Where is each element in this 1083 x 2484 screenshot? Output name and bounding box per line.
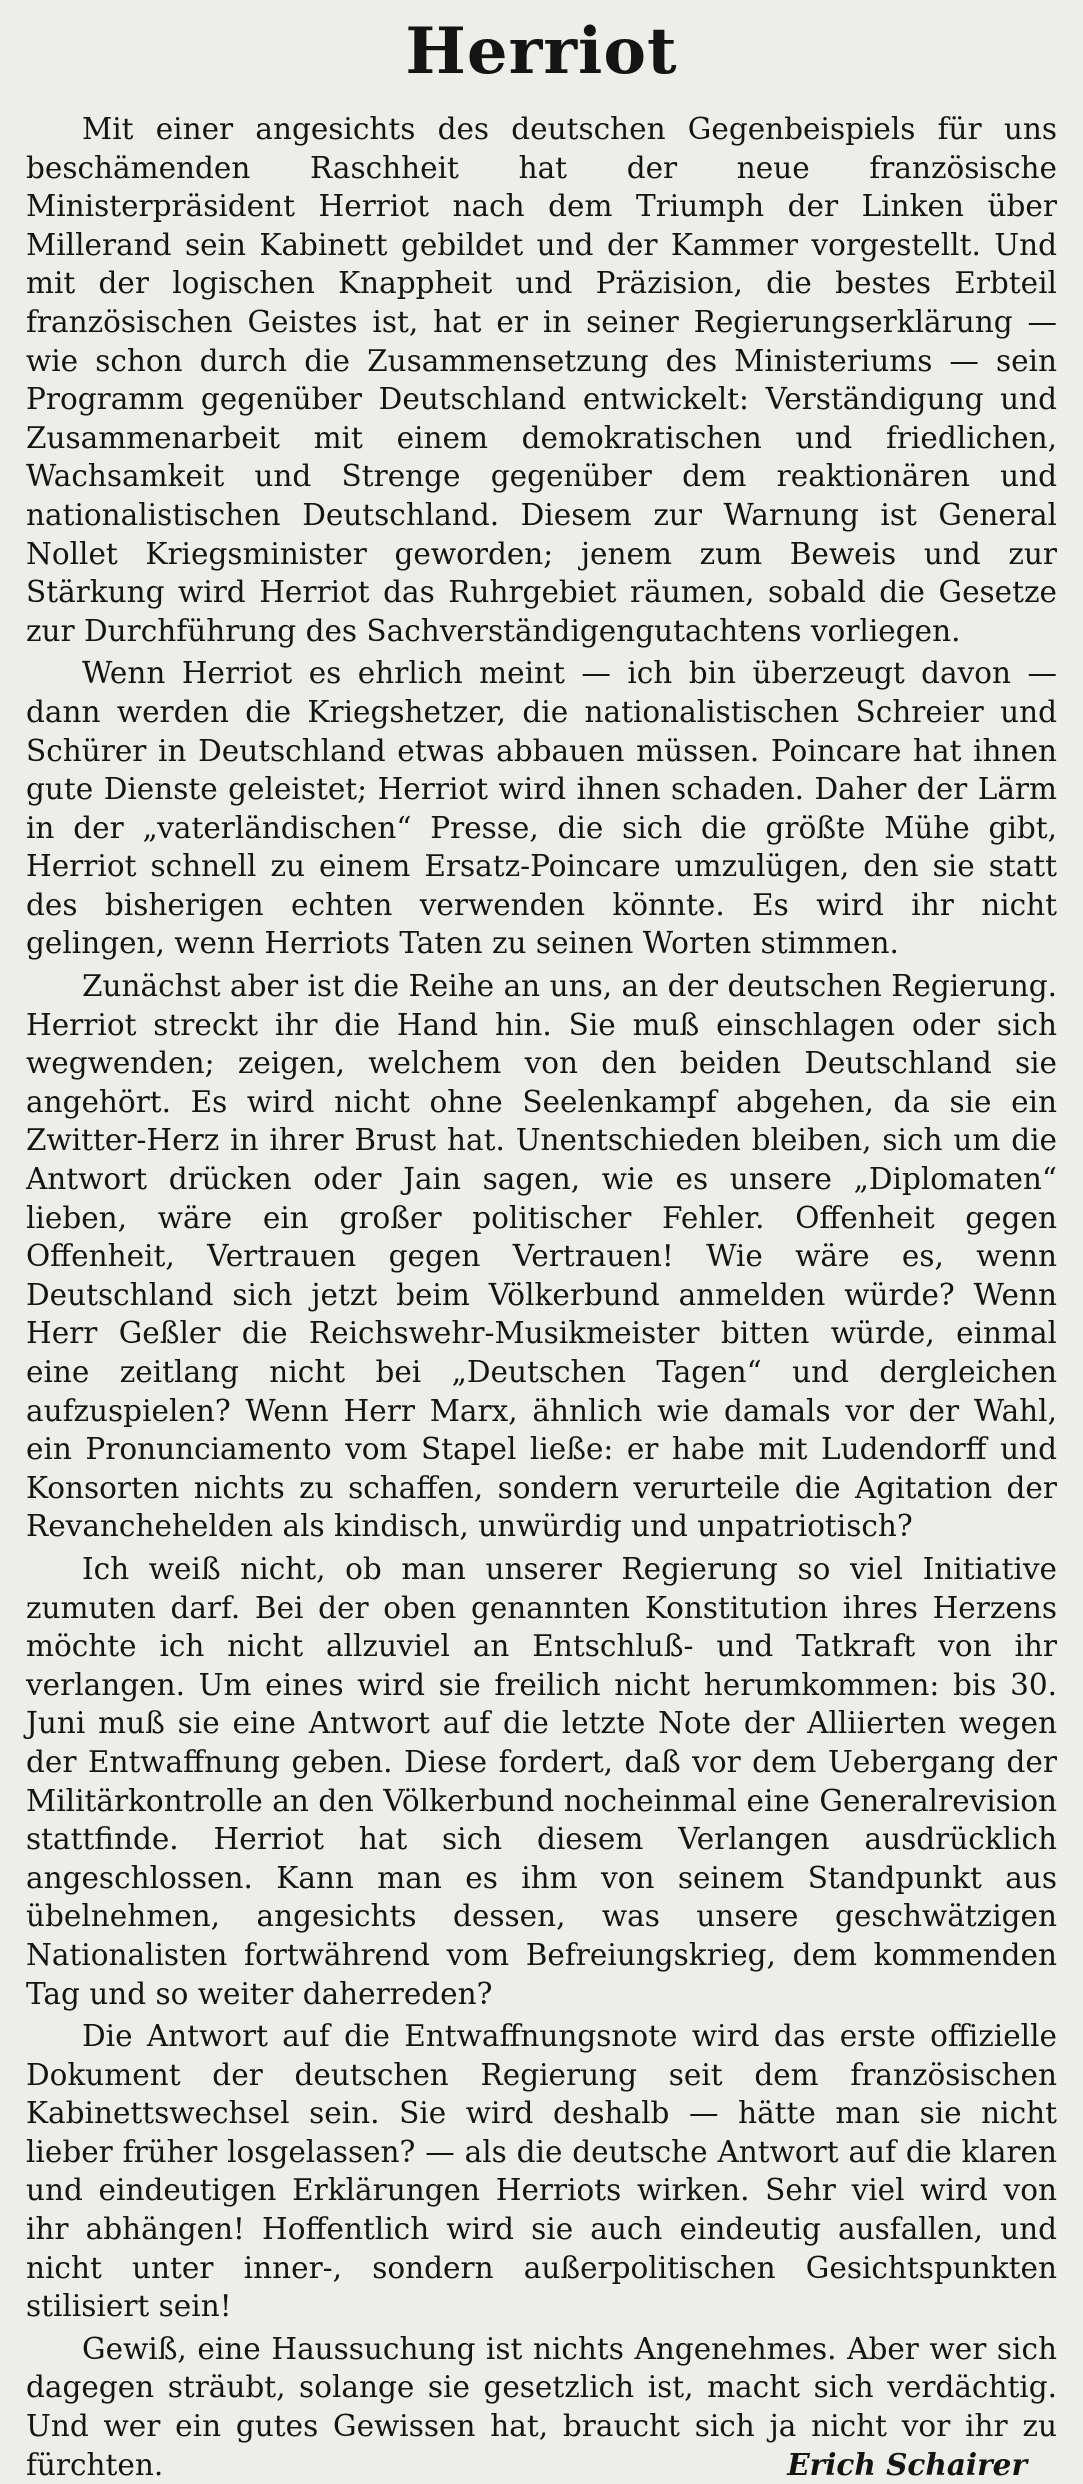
paragraph-5: Die Antwort auf die Entwaffnungsnote wird das erste offizielle Dokument der deutschen Regierung seit dem französischen Kabinettswechsel sein. Sie wird deshalb — hätte man sie nicht lieber früher losgelassen? — als die deutsche Antwort auf die klaren und eindeutigen Erklärungen Herriots wirken. Sehr viel wird von ihr abhängen! Hoffentlich wird sie auch eindeutig ausfallen, und nicht unter inner-, sondern außerpolitischen Gesichtspunkten stilisiert sein! [26,2019,1057,2324]
paragraph-2: Wenn Herriot es ehrlich meint — ich bin überzeugt davon — dann werden die Kriegshetzer, die nationalistischen Schreier und Schürer in Deutschland etwas abbauen müssen. Poincare hat ihnen gute Dienste geleistet; Herriot wird ihnen schaden. Daher der Lärm in der „vaterländischen“ Presse, die sich die größte Mühe gibt, Herriot schnell zu einem Ersatz-Poincare umzulügen, den sie statt des bisherigen echten verwenden könnte. Es wird ihr nicht gelingen, wenn Herriots Taten zu seinen Worten stimmen. [26,656,1057,961]
paragraph-3: Zunächst aber ist die Reihe an uns, an der deutschen Regierung. Herriot streckt ihr die Hand hin. Sie muß einschlagen oder sich wegwenden; zeigen, welchem von den beiden Deutschland sie angehört. Es wird nicht ohne Seelenkampf abgehen, da sie ein Zwitter-Herz in ihrer Brust hat. Unentschieden bleiben, sich um die Antwort drücken oder Jain sagen, wie es unsere „Diplomaten“ lieben, wäre ein großer politischer Fehler. Offenheit gegen Offenheit, Vertrauen gegen Vertrauen! Wie wäre es, wenn Deutschland sich jetzt beim Völkerbund anmelden würde? Wenn Herr Geßler die Reichswehr-Musikmeister bitten würde, einmal eine zeitlang nicht bei „Deutschen Tagen“ und dergleichen aufzuspielen? Wenn Herr Marx, ähnlich wie damals vor der Wahl, ein Pronunciamento vom Stapel ließe: er habe mit Ludendorff und Konsorten nichts zu schaffen, sondern verurteile die Agitation der Revanchehelden als kindisch, unwürdig und unpatriotisch? [26,969,1057,1544]
paragraph-1: Mit einer angesichts des deutschen Gegenbeispiels für uns beschämenden Raschheit hat der neue französische Ministerpräsident Herriot nach dem Triumph der Linken über Millerand sein Kabinett gebildet und der Kammer vorgestellt. Und mit der logischen Knappheit und Präzision, die bestes Erbteil französischen Geistes ist, hat er in seiner Regierungserklärung — wie schon durch die Zusammensetzung des Ministeriums — sein Programm gegenüber Deutschland entwickelt: Verständigung und Zusammenarbeit mit einem demokratischen und friedlichen, Wachsamkeit und Strenge gegenüber dem reaktionären und nationalistischen Deutschland. Diesem zur Warnung ist General Nollet Kriegsminister geworden; jenem zum Beweis und zur Stärkung wird Herriot das Ruhrgebiet räumen, sobald die Gesetze zur Durchführung des Sachverständigengutachtens vorliegen. [26,112,1057,648]
paragraph-6: Gewiß, eine Haussuchung ist nichts Angenehmes. Aber wer sich dagegen sträubt, solange sie gesetzlich ist, macht sich verdächtig. Und wer ein gutes Gewissen hat, braucht sich ja nicht vor ihr zu fürchten. [26,2331,1057,2482]
paragraph-4: Ich weiß nicht, ob man unserer Regierung so viel Initiative zumuten darf. Bei der oben genannten Konstitution ihres Herzens möchte ich nicht allzuviel an Entschluß- und Tatkraft von ihr verlangen. Um eines wird sie freilich nicht herumkommen: bis 30. Juni muß sie eine Antwort auf die letzte Note der Alliierten wegen der Entwaffnung geben. Diese fordert, daß vor dem Uebergang der Militärkontrolle an den Völkerbund nocheinmal eine Generalrevision stattfinde. Herriot hat sich diesem Verlangen ausdrücklich angeschlossen. Kann man es ihm von seinem Standpunkt aus übelnehmen, angesichts dessen, was unsere geschwätzigen Nationalisten fortwährend vom Befreiungskrieg, dem kommenden Tag und so weiter daherreden? [26,1551,1057,2011]
article-title: Herriot [405,14,678,89]
author-signature: Erich Schairer [787,2446,1027,2482]
